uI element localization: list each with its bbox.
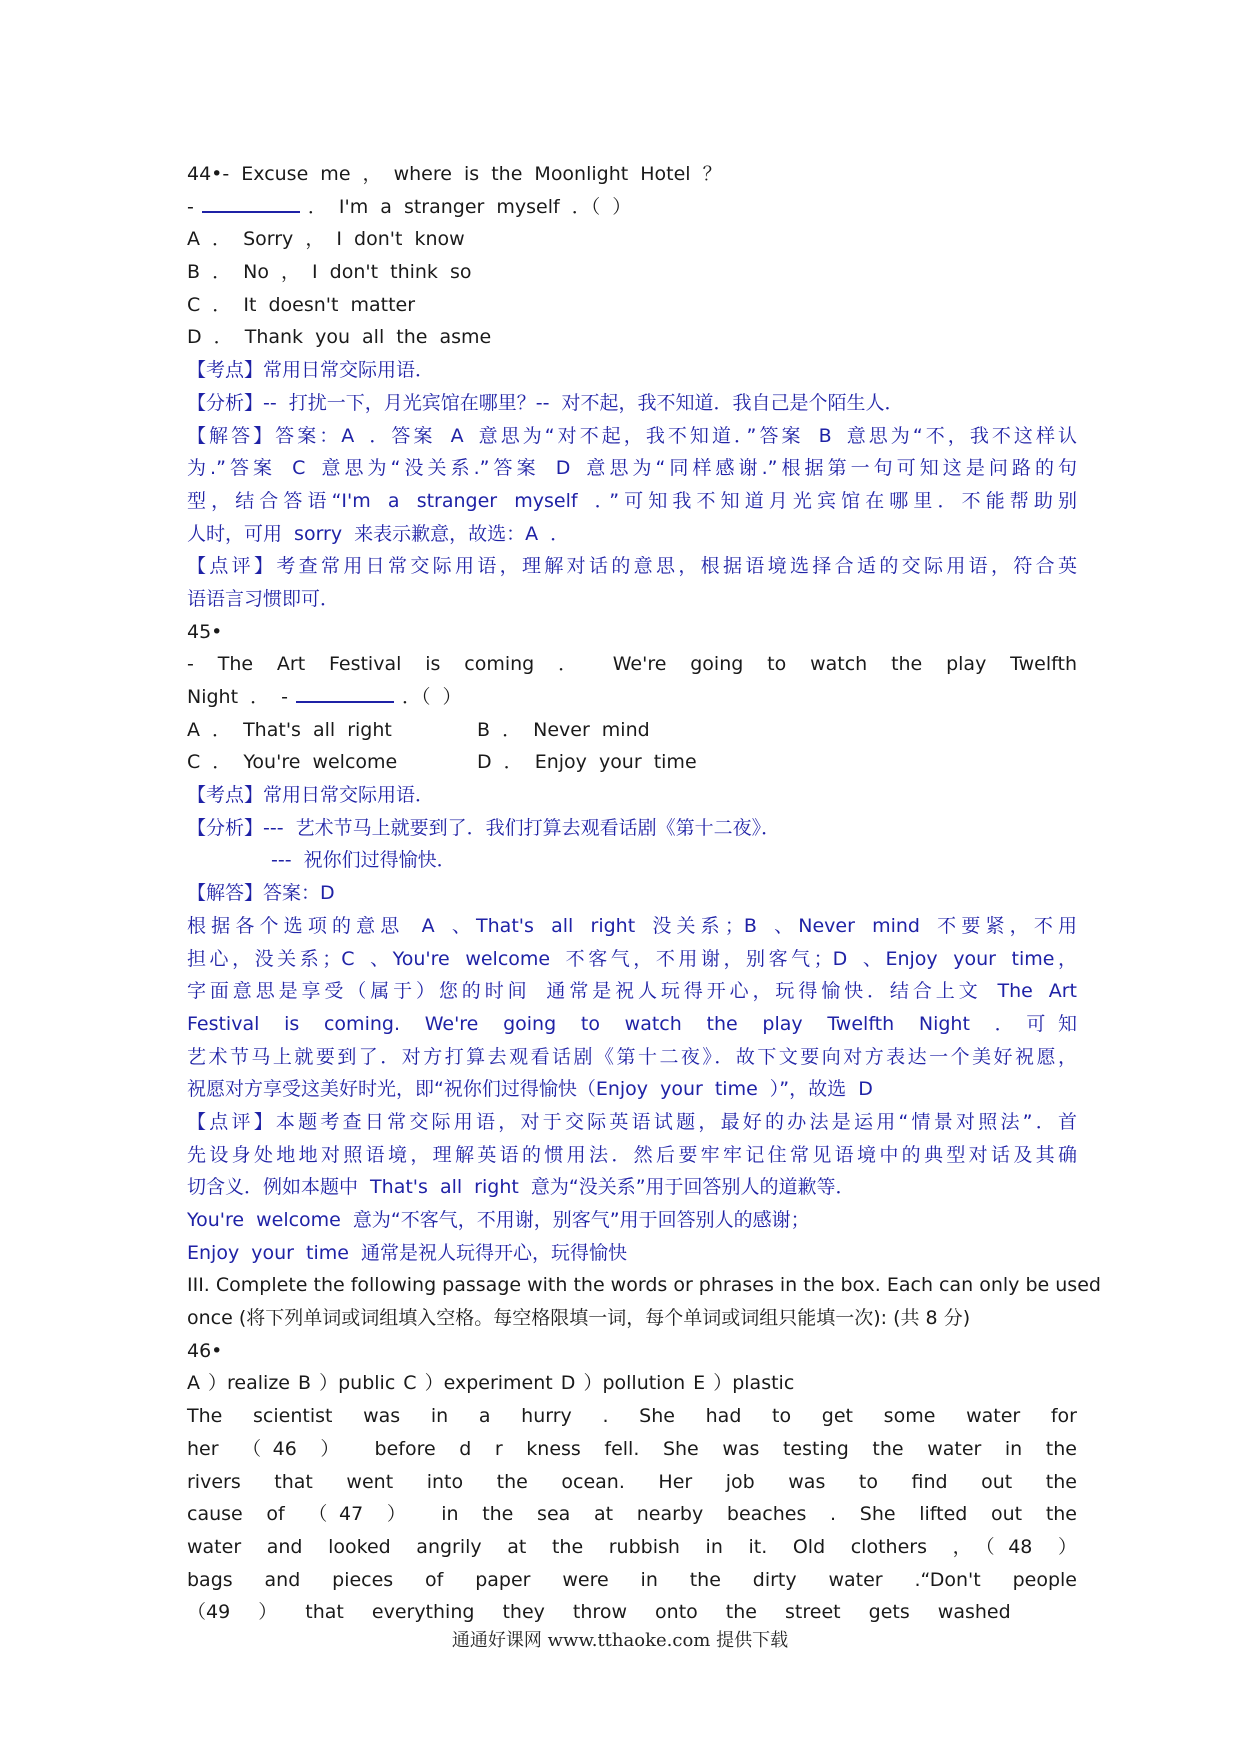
q45-options-row1 <box>187 714 1077 747</box>
q45-dianping-line2: 先设身处地地对照语境，理解英语的惯用法．然后要牢牢记住常见语境中的典型对话及其确 <box>187 1143 1077 1166</box>
q45-number: 45• <box>187 620 223 643</box>
q45-jieda-line1: 根据各个选项的意思 A 、That's all right 没关系；B 、Never mind 不要紧，不用 <box>187 914 1077 937</box>
q45-jieda-line4: Festival is coming. We're going to watch the play Twelfth Night ．可知 <box>187 1012 1077 1035</box>
q45-option-b: B ． Never mind <box>477 718 650 741</box>
q45-kaodian: 【考点】常用日常交际用语． <box>187 784 435 807</box>
q44-jieda-line2: 为.”答案 C 意思为“没关系.”答案 D 意思为“同样感谢.”根据第一句可知这是问路的句 <box>187 457 1077 480</box>
passage-line7: （49 ） that everything they throw onto the street gets washed <box>187 1601 1011 1624</box>
q44-option-b: B ． No ， I don't think so <box>187 261 472 284</box>
document-page <box>187 158 1101 1629</box>
q44-jieda-line3: 型，结合答语“I'm a stranger myself ．”可知我不知道月光宾馆在哪里．不能帮助别 <box>187 489 1077 512</box>
q44-jieda-line4: 人时，可用 sorry 来表示歉意，故选：A ． <box>187 522 570 545</box>
q44-dianping-line2: 语语言习惯即可． <box>187 587 340 610</box>
q45-jieda-line6: 祝愿对方享受这美好时光，即“祝你们过得愉快（Enjoy your time ）”，故选 D <box>187 1078 873 1101</box>
q44-kaodian: 【考点】常用日常交际用语． <box>187 359 435 382</box>
q46-number: 46• <box>187 1339 223 1362</box>
q45-fenxi-line2: --- 祝你们过得愉快． <box>271 849 456 872</box>
word-box-options: A ）realize B ）public C ）experiment D ）pollution E ）plastic <box>187 1372 795 1395</box>
q45-jieda-head: 【解答】答案：D <box>187 882 335 905</box>
q45-dianping-line5: Enjoy your time 通常是祝人玩得开心，玩得愉快 <box>187 1241 627 1264</box>
q45-dianping-line1: 【点评】本题考查日常交际用语，对于交际英语试题，最好的办法是运用“情景对照法”．首 <box>187 1110 1077 1133</box>
q45-options-row2 <box>187 746 1077 779</box>
q44-stem: 44•- Excuse me ， where is the Moonlight Hotel ？ <box>187 163 722 185</box>
page-footer: 通通好课网 www.tthaoke.com 提供下载 <box>451 1630 789 1651</box>
q44-dianping-line1: 【点评】考查常用日常交际用语，理解对话的意思，根据语境选择合适的交际用语，符合英 <box>187 555 1077 578</box>
section3-instruction-line2: once (将下列单词或词组填入空格。每空格限填一词，每个单词或词组只能填一次): (共 8 分) <box>187 1307 971 1330</box>
q45-dianping-line3: 切含义．例如本题中 That's all right 意为“没关系”用于回答别人的道歉等． <box>187 1176 855 1199</box>
passage-line1: The scientist was in a hurry . She had to get some water for <box>187 1405 1077 1428</box>
q45-answer-blank <box>296 683 394 703</box>
q45-fenxi-line1: 【分析】--- 艺术节马上就要到了．我们打算去观看话剧《第十二夜》． <box>187 816 781 839</box>
q45-option-d: D ． Enjoy your time <box>477 751 697 774</box>
q44-answer-blank <box>202 193 300 213</box>
q45-stem: - The Art Festival is coming ． We're going to watch the play Twelfth <box>187 653 1077 676</box>
q44-option-d: D ． Thank you all the asme <box>187 326 492 349</box>
passage-line4: cause of （47 ） in the sea at nearby beaches . She lifted out the <box>187 1503 1077 1526</box>
q45-jieda-line2: 担心，没关系；C 、You're welcome 不客气，不用谢，别客气；D 、Enjoy your time， <box>187 947 1077 970</box>
q44-option-a: A ． Sorry ， I don't know <box>187 228 465 251</box>
passage-line5: water and looked angrily at the rubbish in it. Old clothers ，（48 ） <box>187 1535 1077 1558</box>
q45-option-c: C ． You're welcome <box>187 751 398 774</box>
q44-dash: - <box>187 195 194 218</box>
q45-option-a: A ． That's all right <box>187 718 392 741</box>
q44-stem-rest: ． I'm a stranger myself ．（ ） <box>307 195 632 218</box>
q44-stem-blank-line <box>187 191 1077 224</box>
q44-fenxi: 【分析】-- 打扰一下，月光宾馆在哪里？-- 对不起，我不知道．我自己是个陌生人． <box>187 391 904 414</box>
q45-stem-blank-line <box>187 681 1077 714</box>
passage-line3: rivers that went into the ocean. Her job was to find out the <box>187 1470 1077 1493</box>
section3-instruction-line1: III. Complete the following passage with the words or phrases in the box. Each can only be used <box>187 1274 1101 1297</box>
passage-line2: her （46 ） before d r kness fell. She was testing the water in the <box>187 1437 1077 1460</box>
q45-dianping-line4: You're welcome 意为“不客气，不用谢，别客气”用于回答别人的感谢； <box>187 1209 810 1231</box>
q45-stem-rest: ．（ ） <box>401 686 462 708</box>
q45-jieda-line3: 字面意思是享受（属于）您的时间 通常是祝人玩得开心，玩得愉快．结合上文 The Art <box>187 980 1077 1003</box>
q45-stem-start: Night ． - <box>187 686 288 708</box>
q45-jieda-line5: 艺术节马上就要到了．对方打算去观看话剧《第十二夜》．故下文要向对方表达一个美好祝愿， <box>187 1045 1077 1068</box>
passage-line6: bags and pieces of paper were in the dirty water .“Don't people <box>187 1568 1077 1591</box>
q44-option-c: C ． It doesn't matter <box>187 293 416 316</box>
q44-jieda-line1: 【解答】答案：A ．答案 A 意思为“对不起，我不知道．”答案 B 意思为“不，我不这样认 <box>187 424 1077 447</box>
